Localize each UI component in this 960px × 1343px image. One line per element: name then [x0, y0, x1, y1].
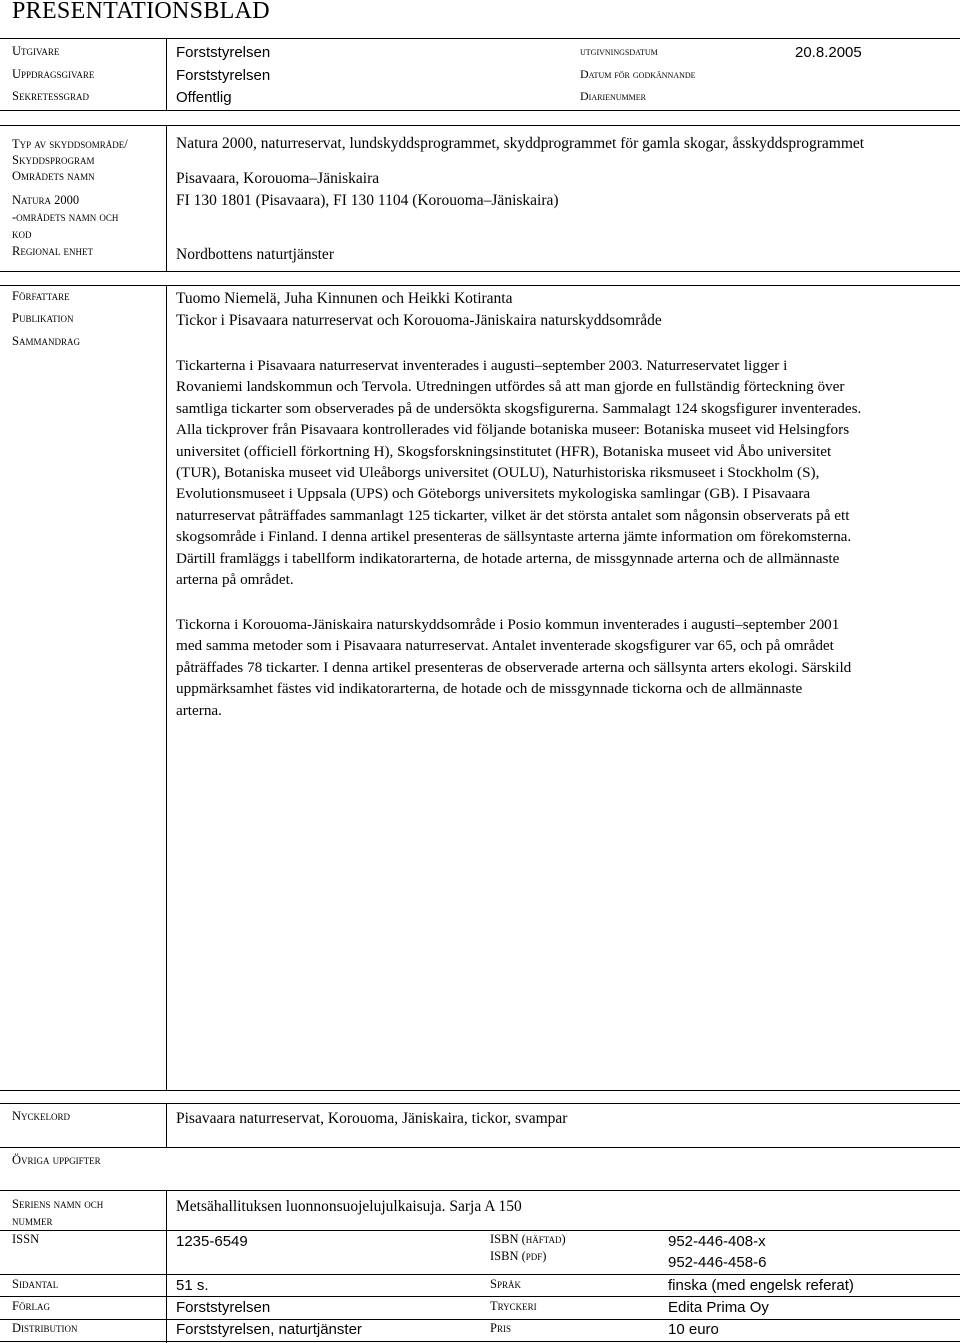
forlag-label: Förlag	[12, 1299, 50, 1313]
tryckeri-label: Tryckeri	[490, 1299, 537, 1313]
sprak-label: Språk	[490, 1277, 521, 1291]
isbn-pdf-label: ISBN (pdf)	[490, 1249, 547, 1263]
namn-value: Pisavaara, Korouoma–Jäniskaira	[176, 170, 380, 187]
publikation-label: Publikation	[12, 311, 74, 325]
summary-paragraph-2: Tickorna i Korouoma-Jäniskaira naturskyddsområde i Posio kommun inventerades i augusti–september 2001 med samma metoder som i Pisavaara naturreservat. Antalet inventerade skogsfigurer var 65, och på området påträffades 78 tickarter. I denna artikel presenteras de observerade arterna och sällsynta arters ekologi. Särskild uppmärksamhet fästes vid indikatorarterna, de hotade och de missgynnade tickorna och de allmännaste arterna.	[176, 616, 852, 719]
typ-value: Natura 2000, naturreservat, lundskyddsprogrammet, skyddprogrammet för gamla skogar, åsskyddsprogrammet	[176, 135, 865, 152]
sidantal-value: 51 s.	[176, 1277, 209, 1294]
godkannande-label: Datum för godkännande	[580, 67, 696, 81]
utgivare-label: Utgivare	[12, 44, 60, 58]
summary-paragraph-1: Tickarterna i Pisavaara naturreservat inventerades i augusti–september 2003. Naturreservatet ligger i Rovaniemi landskommun och Tervola. Utredningen utfördes så att man gjorde en fullständig förteckning över samtliga tickarter som observerades på de undersökta skogsfigurerna. Sammalagt 124 skogsfigurer inventerades. Alla tickprover från Pisavaara kontrollerades vid följande botaniska museer: Botaniska museet vid Helsingfors universitet (officiell förkortning H), Skogsforskningsinstitutet (HFR), Botaniska museet vid Åbo universitet (TUR), Botaniska museet vid Uleåborgs universitet (OULU), Naturhistoriska riksmuseet i Stockholm (S), Evolutionsmuseet i Uppsala (UPS) och Göteborgs universitets mykologiska samlingar (GB). I Pisavaara naturreservat påträffades sammanlagt 125 tickarter, vilket är det största antalet som någonsin observerats på ett skogsområde i Finland. I denna artikel presenteras de sällsyntaste arterna jämte information om förekomsterna. Därtill framläggs i tabellform indikatorarterna, de hotade arterna, de missgynnade arterna och de allmännaste arterna på området.	[176, 357, 862, 589]
uppdragsgivare-value: Forststyrelsen	[176, 67, 271, 84]
isbn-haftad-value: 952-446-408-x	[668, 1233, 766, 1250]
isbn-haftad-label: ISBN (häftad)	[490, 1232, 566, 1246]
pris-label: Pris	[490, 1321, 511, 1335]
enhet-label: Regional enhet	[12, 244, 93, 258]
typ-label: Typ av skyddsområde/ Skyddsprogram	[12, 137, 128, 167]
nyckelord-value: Pisavaara naturreservat, Korouoma, Jäniskaira, tickor, svampar	[176, 1110, 568, 1127]
sprak-value: finska (med engelsk referat)	[668, 1277, 854, 1294]
tryckeri-value: Edita Prima Oy	[668, 1299, 769, 1316]
enhet-value: Nordbottens naturtjänster	[176, 246, 334, 263]
serie-label: Seriens namn och nummer	[12, 1197, 104, 1228]
utgivningsdatum-label: utgivningsdatum	[580, 44, 658, 58]
sekretessgrad-value: Offentlig	[176, 89, 232, 106]
pris-value: 10 euro	[668, 1321, 719, 1338]
distribution-label: Distribution	[12, 1321, 78, 1335]
publikation-value: Tickor i Pisavaara naturreservat och Korouoma-Jäniskaira naturskyddsområde	[176, 312, 662, 329]
distribution-value: Forststyrelsen, naturtjänster	[176, 1321, 362, 1338]
ovriga-label: Övriga uppgifter	[12, 1153, 101, 1167]
nyckelord-label: Nyckelord	[12, 1109, 71, 1123]
forfattare-label: Författare	[12, 289, 70, 303]
diarienummer-label: Diarienummer	[580, 89, 646, 103]
sidantal-label: Sidantal	[12, 1277, 59, 1291]
natura-label: Natura 2000 -områdets namn och kod	[12, 193, 119, 241]
uppdragsgivare-label: Uppdragsgivare	[12, 67, 95, 81]
forlag-value: Forststyrelsen	[176, 1299, 271, 1316]
forfattare-value: Tuomo Niemelä, Juha Kinnunen och Heikki Kotiranta	[176, 290, 513, 307]
sekretessgrad-label: Sekretessgrad	[12, 89, 89, 103]
utgivare-value: Forststyrelsen	[176, 44, 271, 61]
isbn-pdf-value: 952-446-458-6	[668, 1254, 767, 1271]
serie-value: Metsähallituksen luonnonsuojelujulkaisuja. Sarja A 150	[176, 1198, 522, 1215]
issn-label: ISSN	[12, 1232, 40, 1246]
page-title: PRESENTATIONSBLAD	[12, 0, 270, 24]
utgivningsdatum-value: 20.8.2005	[795, 44, 862, 61]
natura-value: FI 130 1801 (Pisavaara), FI 130 1104 (Korouoma–Jäniskaira)	[176, 192, 559, 209]
sammandrag-label: Sammandrag	[12, 334, 80, 348]
issn-value: 1235-6549	[176, 1233, 248, 1250]
namn-label: Områdets namn	[12, 169, 95, 183]
